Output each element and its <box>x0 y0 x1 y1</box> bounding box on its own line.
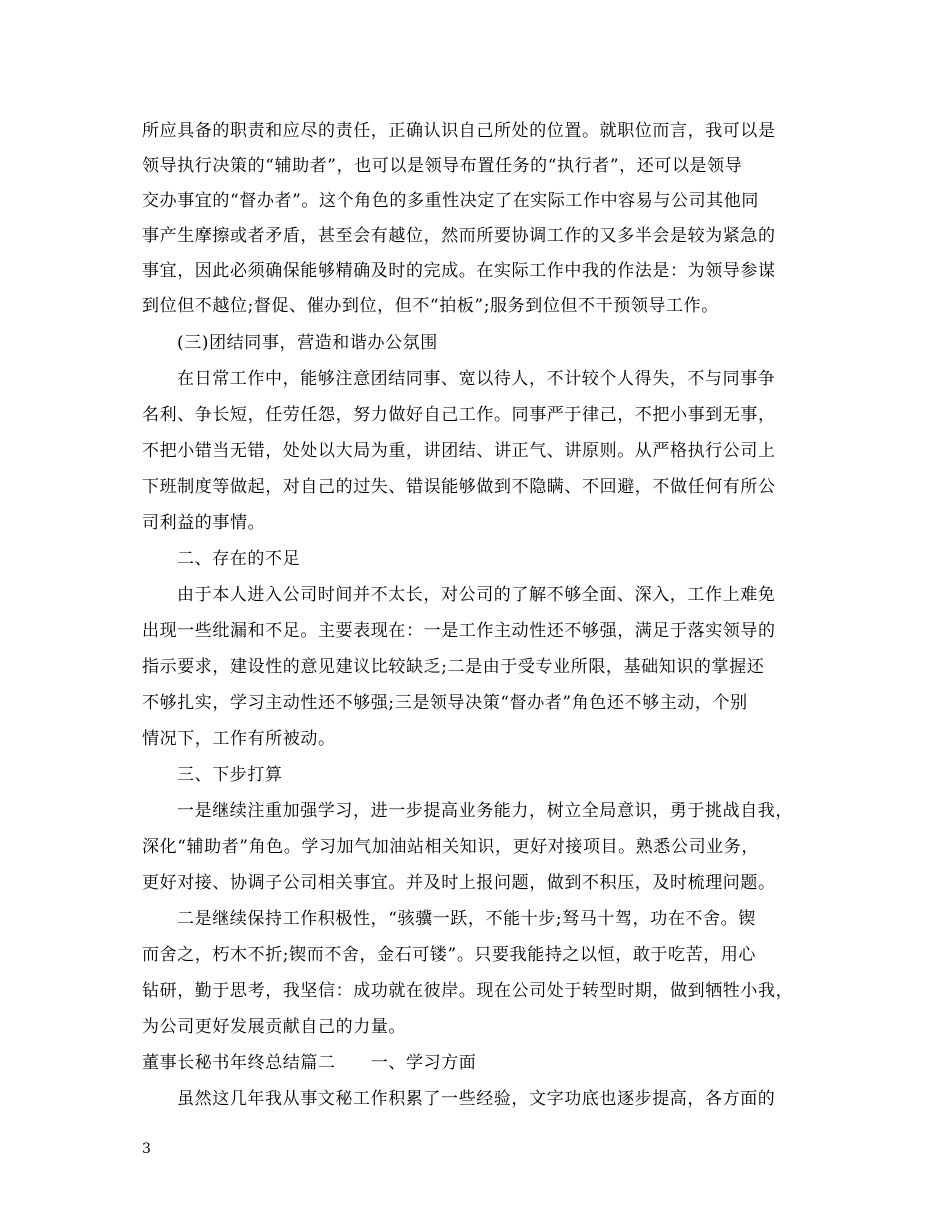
section-heading: 二、存在的不足 <box>177 549 301 569</box>
body-text-line: 钻研，勤于思考，我坚信：成功就在彼岸。现在公司处于转型时期，做到牺牲小我， <box>142 981 794 1001</box>
body-text-line: 不把小错当无错，处处以大局为重，讲团结、讲正气、讲原则。从严格执行公司上 <box>142 441 776 461</box>
body-text-line: 交办事宜的“督办者”。这个角色的多重性决定了在实际工作中容易与公司其他同 <box>142 191 759 211</box>
body-text-line: 到位但不越位;督促、催办到位，但不“拍板”;服务到位但不干预领导工作。 <box>142 296 719 316</box>
body-text-line: 指示要求，建设性的意见建议比较缺乏;二是由于受专业所限，基础知识的掌握还 <box>142 657 765 677</box>
body-text-line: 在日常工作中，能够注意团结同事、宽以待人，不计较个人得失，不与同事争 <box>177 369 776 389</box>
body-text-line: 虽然这几年我从事文秘工作积累了一些经验，文字功底也逐步提高，各方面的 <box>177 1089 776 1109</box>
body-text-line: 事宜，因此必须确保能够精确及时的完成。在实际工作中我的作法是：为领导参谋 <box>142 261 776 281</box>
body-text-line: 出现一些纰漏和不足。主要表现在：一是工作主动性还不够强，满足于落实领导的 <box>142 621 776 641</box>
body-text-line: 不够扎实，学习主动性还不够强;三是领导决策“督办者”角色还不够主动，个别 <box>142 693 748 713</box>
body-text-line: 情况下，工作有所被动。 <box>142 729 336 749</box>
body-text-line: 二是继续保持工作积极性，“骇骥一跃，不能十步;驽马十驾，功在不舍。锲 <box>177 909 756 929</box>
body-text-line: 事产生摩擦或者矛盾，甚至会有越位，然而所要协调工作的又多半会是较为紧急的 <box>142 226 776 246</box>
body-text-line: 更好对接、协调子公司相关事宜。并及时上报问题，做到不积压，及时梳理问题。 <box>142 873 776 893</box>
body-text-line: 名利、争长短，任劳任怨，努力做好自己工作。同事严于律己，不把小事到无事， <box>142 405 776 425</box>
body-text-line: 深化“辅助者”角色。学习加气加油站相关知识，更好对接项目。熟悉公司业务， <box>142 837 759 857</box>
body-text-line: 为公司更好发展贡献自己的力量。 <box>142 1017 406 1037</box>
body-text-line: 下班制度等做起，对自己的过失、错误能够做到不隐瞒、不回避，不做任何有所公 <box>142 477 776 497</box>
body-text-line: 由于本人进入公司时间并不太长，对公司的了解不够全面、深入，工作上难免 <box>177 585 776 605</box>
section-heading: 三、下步打算 <box>177 765 283 785</box>
article-title-line: 董事长秘书年终总结篇二 一、学习方面 <box>142 1053 477 1073</box>
body-text-line: 所应具备的职责和应尽的责任，正确认识自己所处的位置。就职位而言，我可以是 <box>142 121 776 141</box>
body-text-line: 司利益的事情。 <box>142 513 266 533</box>
body-text-line: 而舍之，朽木不折;锲而不舍，金石可镂”。只要我能持之以恒，敢于吃苦，用心 <box>142 945 757 965</box>
body-text-line: 一是继续注重加强学习，进一步提高业务能力，树立全局意识，勇于挑战自我， <box>177 801 793 821</box>
body-text-line: 领导执行决策的“辅助者”，也可以是领导布置任务的“执行者”，还可以是领导 <box>142 156 743 176</box>
section-heading: (三)团结同事，营造和谐办公氛围 <box>177 333 438 353</box>
page-number: 3 <box>142 1141 151 1157</box>
